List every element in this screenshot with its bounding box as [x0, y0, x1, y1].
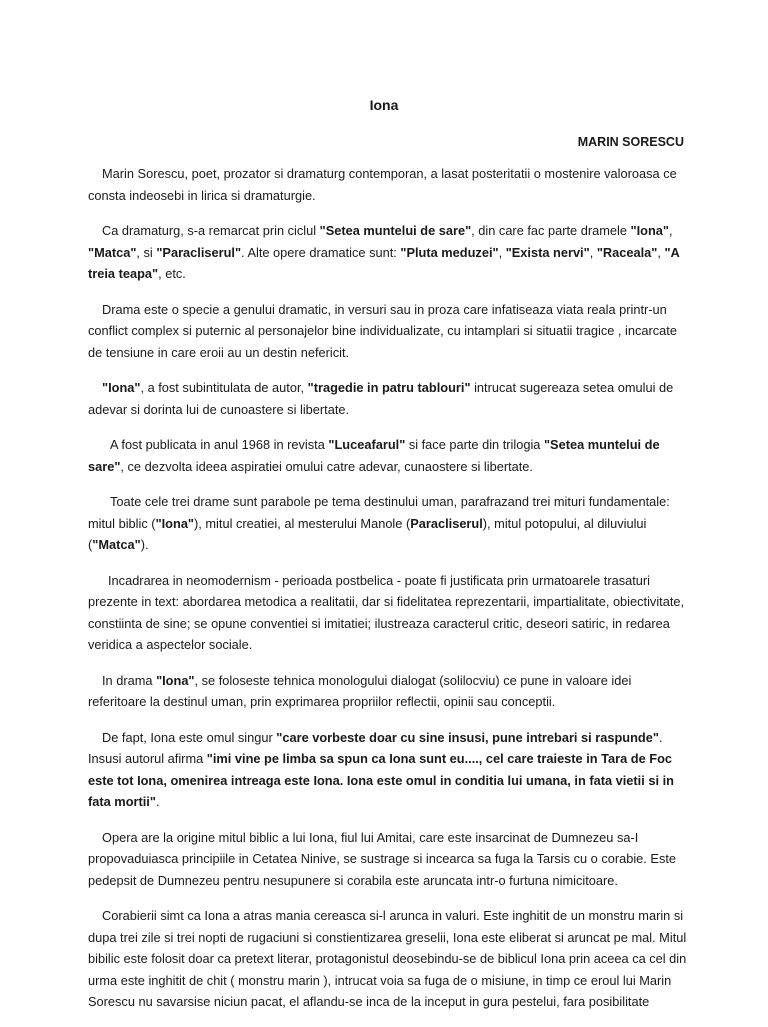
- text-run: In drama: [102, 672, 157, 688]
- emphasis-text: "imi vine pe limba sa spun ca Iona sunt eu...., cel care traieste in Tara de Foc este tot Iona, omenirea intreaga este Iona. Iona este omul in conditia lui umana, in fata vietii si in fata mortii": [88, 751, 674, 809]
- paragraph-10: [88, 827, 688, 892]
- paragraph-8: [88, 670, 688, 713]
- paragraph-7: [88, 570, 688, 656]
- emphasis-text: "Matca": [92, 537, 141, 552]
- text-run: si face parte din trilogia: [405, 437, 544, 452]
- emphasis-text: "Luceafarul": [328, 437, 406, 452]
- text-run: Incadrarea in neomodernism - perioada postbelica - poate fi justificata prin urmatoarele trasaturi prezente in text: abordarea metodica a realitatii, dar si fidelitatea reprezentarii, impartialitate, obiectivitate, constiinta de sine; se opune conventiei si imitatiei; ilustreaza caracterul critic, deseori satiric, in redarea veridica a aspectelor sociale.: [88, 572, 685, 652]
- text-run: Opera are la origine mitul biblic a lui Iona, fiul lui Amitai, care este insarcinat de Dumnezeu sa-I propovaduiasca principiile in Cetatea Ninive, se sustrage si incearca sa fuga la Tarsis cu o corabie. Este pedepsit de Dumnezeu pentru nesupunere si corabila este aruncata intr-o furtuna nimicitoare.: [88, 829, 677, 888]
- emphasis-text: "Pluta meduzei": [400, 244, 499, 260]
- emphasis-text: "Iona": [630, 223, 669, 238]
- paragraph-3: [88, 299, 688, 364]
- emphasis-text: "Iona": [155, 515, 195, 531]
- text-run: ), mitul potopului, al diluviului (: [88, 515, 647, 552]
- text-run: intrucat sugereaza setea omului de adevar si dorinta lui de cunoastere si libertate.: [88, 380, 674, 417]
- text-run: ,: [668, 223, 673, 238]
- paragraph-11: [88, 905, 688, 1013]
- text-run: , din care fac parte dramele: [471, 223, 631, 238]
- emphasis-text: "tragedie in patru tablouri": [307, 380, 471, 395]
- document-author: MARIN SORESCU: [577, 135, 684, 149]
- emphasis-text: "Iona": [102, 380, 141, 395]
- text-run: ,: [589, 244, 597, 260]
- text-run: , se foloseste tehnica monologului dialogat (solilocviu) ce pune in valoare idei referitoare la destinul uman, prin exprimarea propriilor reflectii, opinii sau conceptii.: [88, 672, 632, 709]
- emphasis-text: Paracliserul: [410, 515, 483, 531]
- text-run: , etc.: [158, 266, 186, 281]
- paragraph-9: [88, 727, 688, 813]
- emphasis-text: "Iona": [156, 672, 195, 688]
- emphasis-text: "Setea muntelui de sare": [88, 437, 660, 474]
- document-body: [88, 163, 688, 1027]
- emphasis-text: "A treia teapa": [88, 244, 680, 281]
- paragraph-5: [88, 434, 688, 477]
- emphasis-text: "Matca": [88, 244, 137, 260]
- text-run: Marin Sorescu, poet, prozator si dramaturg contemporan, a lasat posteritatii o mostenire valoroasa ce consta indeosebi in lirica si dramaturgie.: [88, 166, 677, 203]
- text-run: , si: [136, 244, 157, 260]
- emphasis-text: "Paracliserul": [156, 244, 242, 260]
- text-run: , ce dezvolta ideea aspiratiei omului catre adevar, cunaostere si libertate.: [120, 458, 533, 474]
- text-run: A fost publicata in anul 1968 in revista: [110, 437, 329, 452]
- text-run: Drama este o specie a genului dramatic, in versuri sau in proza care infatiseaza viata reala printr-un conflict complex si puternic al personajelor bine individualizate, cu intamplari si situatii tragice , incarcate de tensiune in care eroii au un destin nefericit.: [88, 301, 677, 360]
- text-run: Toate cele trei drame sunt parabole pe tema destinului uman, parafrazand trei mituri fundamentale: mitul biblic (: [88, 494, 670, 531]
- document-title: Iona: [369, 97, 399, 113]
- paragraph-2: [88, 220, 688, 285]
- emphasis-text: "care vorbeste doar cu sine insusi, pune intrebari si raspunde": [276, 729, 659, 745]
- paragraph-6: [88, 491, 688, 556]
- text-run: ), mitul creatiei, al mesterului Manole (: [194, 515, 411, 531]
- text-run: . Alte opere dramatice sunt:: [241, 244, 401, 260]
- emphasis-text: "Exista nervi": [505, 244, 590, 260]
- paragraph-4: [88, 377, 688, 420]
- text-run: .: [155, 794, 160, 809]
- text-run: , a fost subintitulata de autor,: [140, 380, 308, 395]
- text-run: De fapt, Iona este omul singur: [102, 729, 277, 745]
- text-run: ,: [498, 244, 506, 260]
- text-run: ).: [140, 537, 149, 552]
- text-run: Ca dramaturg, s-a remarcat prin ciclul: [102, 223, 320, 238]
- emphasis-text: "Raceala": [596, 244, 658, 260]
- text-run: ,: [657, 244, 665, 260]
- text-run: Corabierii simt ca Iona a atras mania cereasca si-l arunca in valuri. Este inghitit de un monstru marin si dupa trei zile si trei nopti de rugaciuni si constientizarea greselii, Iona este eliberat si aruncat pe mal. Mitul bibilic este folosit doar ca pretext literar, protagonistul deosebindu-se de biblicul Iona prin aceea ca cel din urma este inghitit de chit ( monstru marin ), intrucat voia sa fuga de o misiune, in timp ce eroul lui Marin Sorescu nu savarsise niciun pacat, el aflandu-se inca de la inceput in gura pestelui, fara posibilitate: [88, 908, 687, 1009]
- paragraph-1: [88, 163, 688, 206]
- emphasis-text: "Setea muntelui de sare": [319, 223, 472, 238]
- text-run: . Insusi autorul afirma: [88, 729, 663, 766]
